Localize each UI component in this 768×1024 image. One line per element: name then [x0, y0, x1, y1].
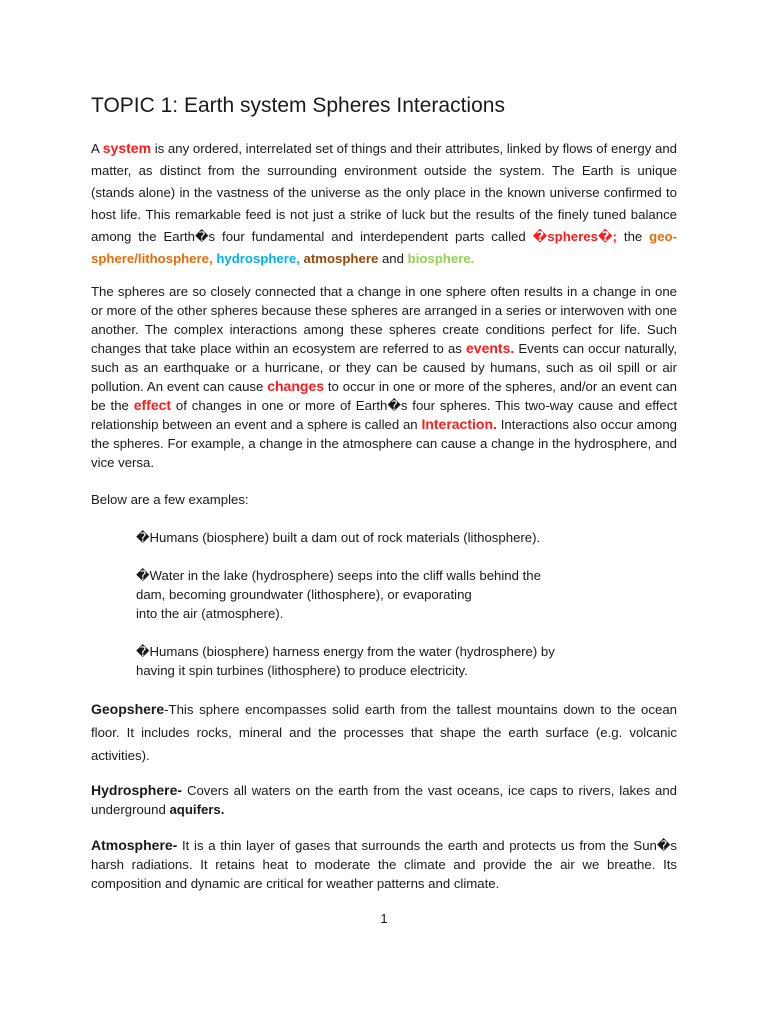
text: is any ordered, interrelated set of things and their attributes, linked by flows of energy and matter, as distinct from the surrounding environment outside the system. The Earth is unique (stands alone) in the vastness of the universe as the only place in the known universe confirmed to host life. This remarkable feed is not just a strike of luck but the results of the finely tuned balance among the Earth�s four fundamental and interdependent parts called: [91, 141, 677, 244]
interactions-paragraph: [91, 282, 677, 472]
text: Covers all waters on the earth from the vast oceans, ice caps to rivers, lakes and underground: [91, 783, 677, 817]
term-hydrosphere: hydrosphere,: [212, 251, 300, 266]
term-geosphere: geo-sphere/lithosphere,: [91, 229, 677, 266]
examples-intro: Below are a few examples:: [91, 492, 249, 507]
text: -This sphere encompasses solid earth from the tallest mountains down to the ocean floor. It includes rocks, mineral and the processes that shape the earth surface (e.g. volcanic activities).: [91, 702, 677, 763]
example-item: [136, 642, 596, 680]
page-number: 1: [380, 911, 388, 926]
text: A: [91, 141, 103, 156]
text: It is a thin layer of gases that surrounds the earth and protects us from the Sun�s harsh radiations. It retains heat to moderate the climate and provide the air we breathe. Its composition and dynamic are critical for weather patterns and climate.: [91, 838, 677, 891]
geosphere-paragraph: [91, 698, 677, 767]
atmosphere-paragraph: [91, 836, 677, 893]
example-text: �Humans (biosphere) harness energy from the water (hydrosphere) by having it spin turbines (lithosphere) to produce electricity.: [136, 644, 555, 678]
hydrosphere-paragraph: [91, 781, 677, 819]
term-atmosphere-heading: Atmosphere-: [91, 837, 178, 853]
example-text: �Humans (biosphere) built a dam out of rock materials (lithosphere).: [136, 530, 541, 545]
text: Interactions also occur among the spheres. For example, a change in the atmosphere can cause a change in the hydrosphere, and vice versa.: [91, 417, 677, 470]
term-geopshere: Geopshere: [91, 701, 165, 717]
term-system: system: [102, 140, 152, 156]
example-item: [136, 566, 596, 623]
text: the: [616, 229, 650, 244]
term-hydrosphere-heading: Hydrosphere-: [91, 782, 183, 798]
term-biosphere: biosphere.: [407, 251, 475, 266]
text: of changes in one or more of Earth�s four spheres. This two-way cause and effect relationship between an event and a sphere is called an: [91, 398, 677, 432]
text: to occur in one or more of the spheres, and/or an event can be the: [91, 379, 677, 413]
term-changes: changes: [267, 378, 325, 394]
term-effect: effect: [133, 397, 172, 413]
text: The spheres are so closely connected that a change in one sphere often results in a change in one or more of the other spheres because these spheres are arranged in a series or interwoven with one another. The complex interactions among these spheres create conditions perfect for life. Such changes that take place within an ecosystem are referred to as: [91, 284, 677, 356]
text: Events can occur naturally, such as an earthquake or a hurricane, or they can be caused by humans, such as oil spill or air pollution. An event can cause: [91, 341, 678, 394]
term-spheres: �spheres�;: [532, 229, 617, 244]
term-interaction: Interaction.: [421, 416, 497, 432]
term-aquifers: aquifers.: [169, 802, 225, 817]
page-title: TOPIC 1: Earth system Spheres Interactions: [91, 94, 505, 117]
intro-paragraph: [91, 137, 677, 270]
example-text: �Water in the lake (hydrosphere) seeps into the cliff walls behind the dam, becoming groundwater (lithosphere), or evaporating into the air (atmosphere).: [136, 568, 541, 621]
text: and: [378, 251, 408, 266]
example-item: [136, 528, 596, 547]
term-events: events.: [466, 340, 515, 356]
term-atmosphere: atmosphere: [299, 251, 379, 266]
